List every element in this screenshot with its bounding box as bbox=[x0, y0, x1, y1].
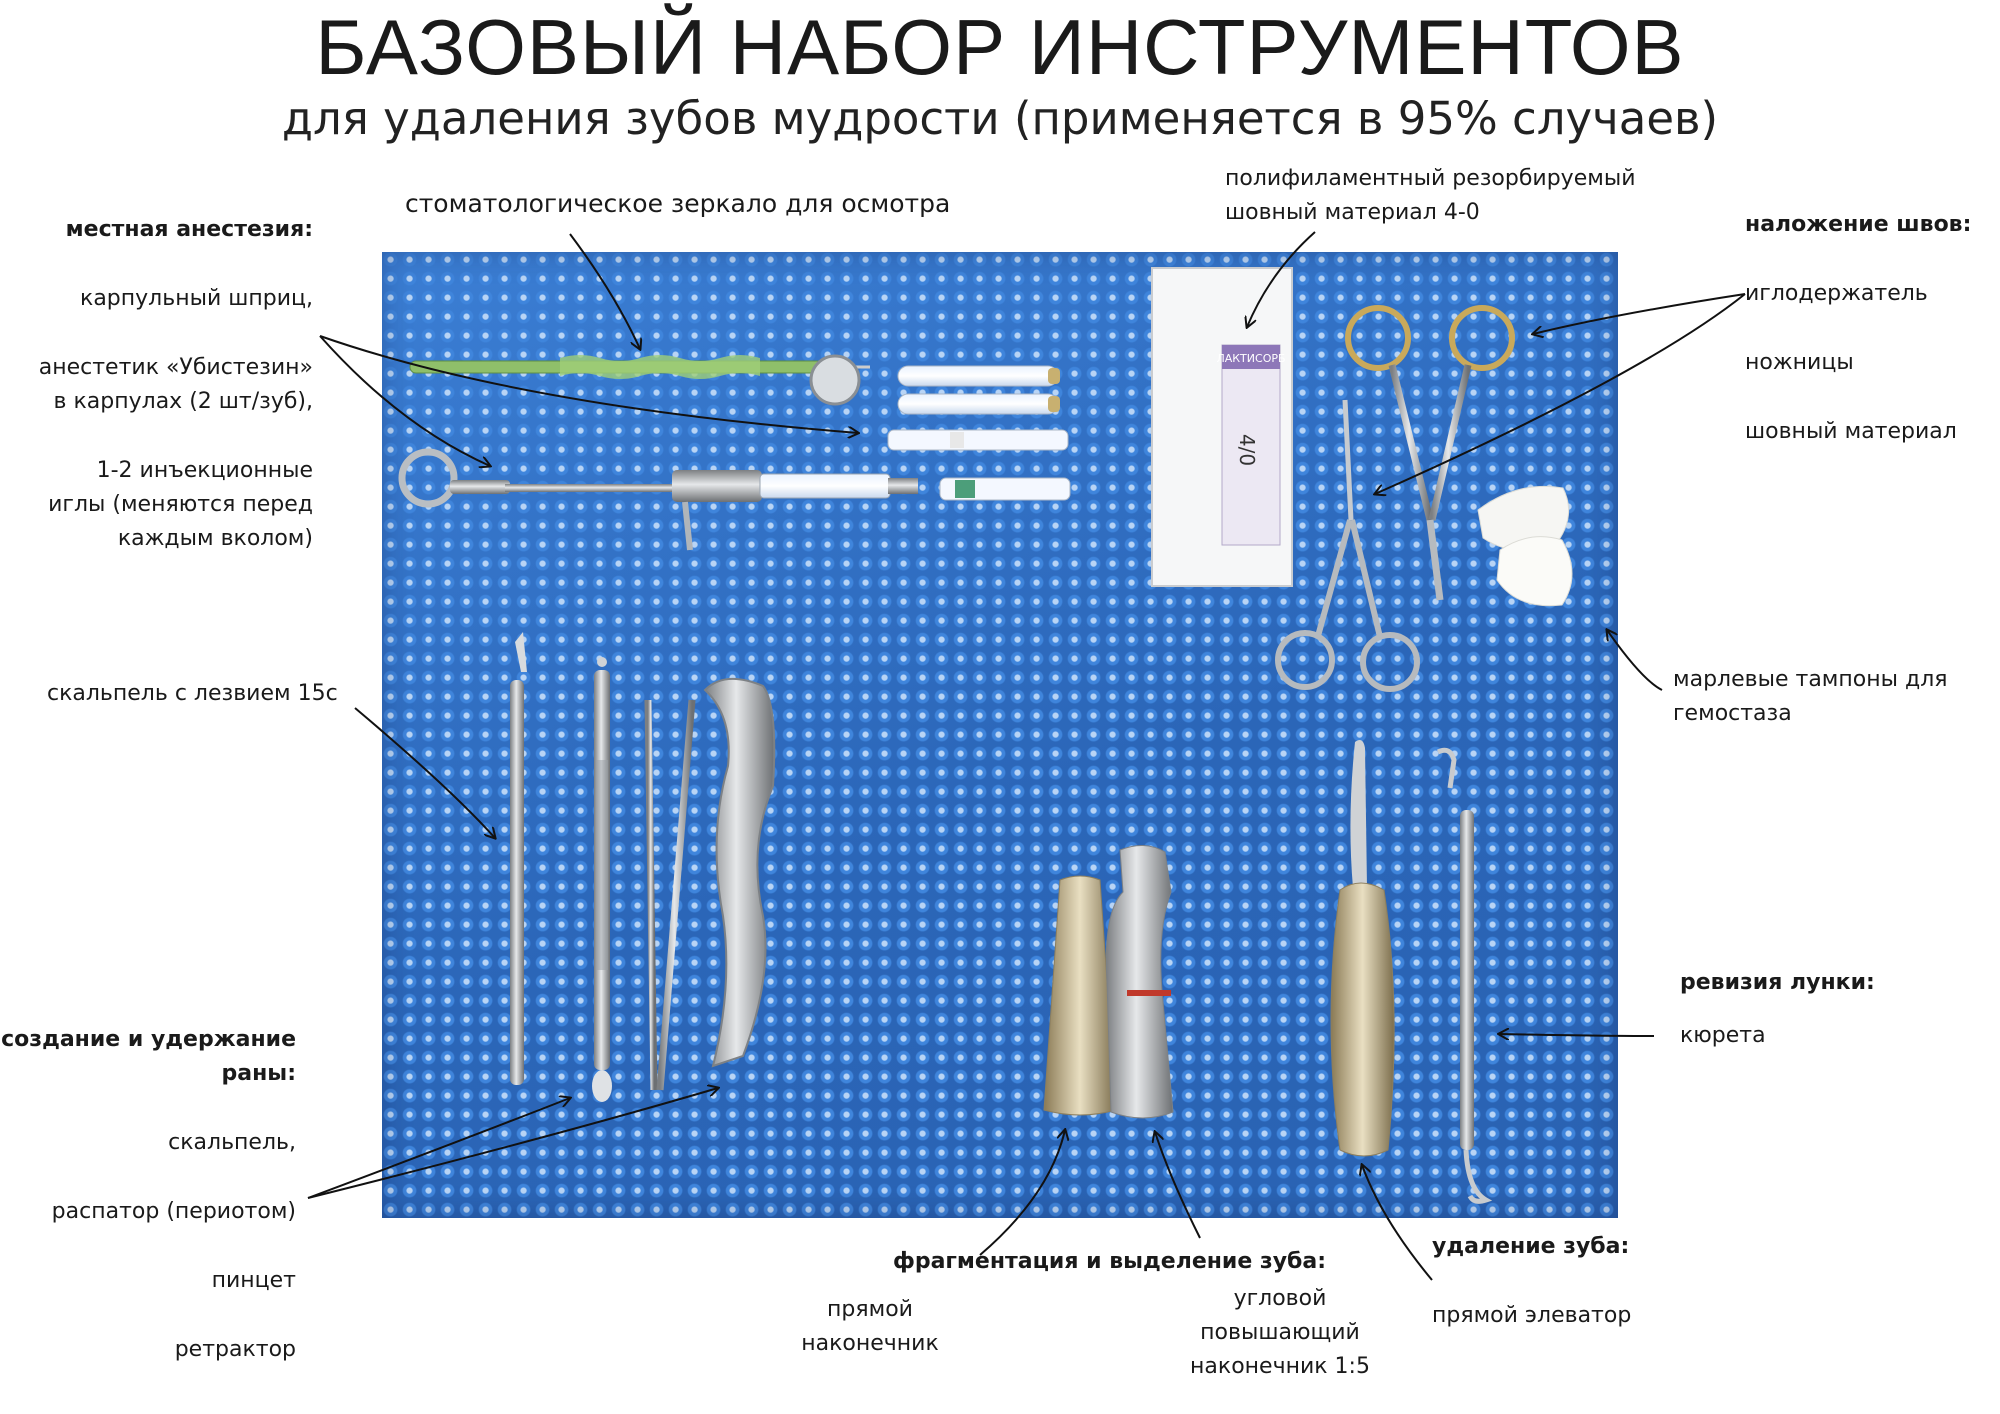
header-anesthesia: местная анестезия: bbox=[65, 217, 313, 242]
anesthetic-carpules bbox=[898, 366, 1060, 414]
label-angled-handpiece-3: наконечник 1:5 bbox=[1190, 1354, 1370, 1379]
label-wound-scalpel: скальпель, bbox=[168, 1130, 296, 1155]
header-wound-1: создание и удержание bbox=[1, 1027, 296, 1052]
label-needles-3: каждым вколом) bbox=[117, 526, 313, 551]
scalpel bbox=[510, 632, 527, 1085]
label-curette: кюрета bbox=[1680, 1023, 1766, 1048]
gauze-pads bbox=[1478, 486, 1572, 605]
label-angled-handpiece-1: угловой bbox=[1233, 1286, 1327, 1311]
page-subtitle: для удаления зубов мудрости (применяется в 95% случаев) bbox=[281, 92, 1719, 145]
label-gauze-1: марлевые тампоны для bbox=[1673, 667, 1948, 692]
label-straight-handpiece-2: наконечник bbox=[801, 1331, 939, 1356]
header-extraction: удаление зуба: bbox=[1432, 1234, 1630, 1259]
header-fragmentation: фрагментация и выделение зуба: bbox=[893, 1249, 1327, 1274]
package-brand: ЛАКТИСОРБ bbox=[1216, 352, 1286, 365]
label-needle-holder: иглодержатель bbox=[1745, 281, 1928, 306]
scissors bbox=[1278, 400, 1417, 689]
label-suture-thread: шовный материал bbox=[1745, 419, 1957, 444]
raspator bbox=[592, 657, 612, 1102]
header-wound-2: раны: bbox=[221, 1061, 296, 1086]
label-dental-mirror: стоматологическое зеркало для осмотра bbox=[405, 189, 951, 218]
label-straight-elevator: прямой элеватор bbox=[1432, 1303, 1632, 1328]
label-carpule-syringe: карпульный шприц, bbox=[80, 286, 313, 311]
label-gauze-2: гемостаза bbox=[1673, 701, 1792, 726]
label-anesthetic-2: в карпулах (2 шт/зуб), bbox=[53, 389, 313, 414]
package-size: 4/0 bbox=[1235, 433, 1259, 467]
needle-holder bbox=[1348, 308, 1512, 600]
page-title: БАЗОВЫЙ НАБОР ИНСТРУМЕНТОВ bbox=[315, 3, 1685, 91]
label-needles-2: иглы (меняются перед bbox=[48, 492, 313, 517]
tweezers bbox=[648, 700, 692, 1090]
label-raspator: распатор (периотом) bbox=[51, 1199, 296, 1224]
label-straight-handpiece-1: прямой bbox=[827, 1297, 913, 1322]
label-scalpel-blade: скальпель с лезвием 15с bbox=[47, 681, 338, 706]
label-suture-material-2: шовный материал 4-0 bbox=[1225, 200, 1480, 225]
label-retractor: ретрактор bbox=[174, 1337, 296, 1362]
header-suturing: наложение швов: bbox=[1745, 212, 1972, 237]
label-anesthetic-1: анестетик «Убистезин» bbox=[38, 355, 313, 380]
curette bbox=[1438, 750, 1486, 1201]
straight-elevator bbox=[1331, 740, 1394, 1156]
straight-handpiece bbox=[1044, 876, 1116, 1115]
header-socket-revision: ревизия лунки: bbox=[1680, 970, 1875, 995]
angled-handpiece bbox=[1106, 845, 1173, 1118]
label-scissors: ножницы bbox=[1745, 350, 1854, 375]
label-needles-1: 1-2 инъекционные bbox=[96, 458, 313, 483]
retractor bbox=[705, 679, 774, 1066]
carpule-syringe bbox=[402, 452, 918, 550]
label-suture-material-1: полифиламентный резорбируемый bbox=[1225, 166, 1636, 191]
suture-package bbox=[1152, 268, 1292, 586]
label-angled-handpiece-2: повышающий bbox=[1200, 1320, 1360, 1345]
label-tweezers: пинцет bbox=[211, 1268, 296, 1293]
